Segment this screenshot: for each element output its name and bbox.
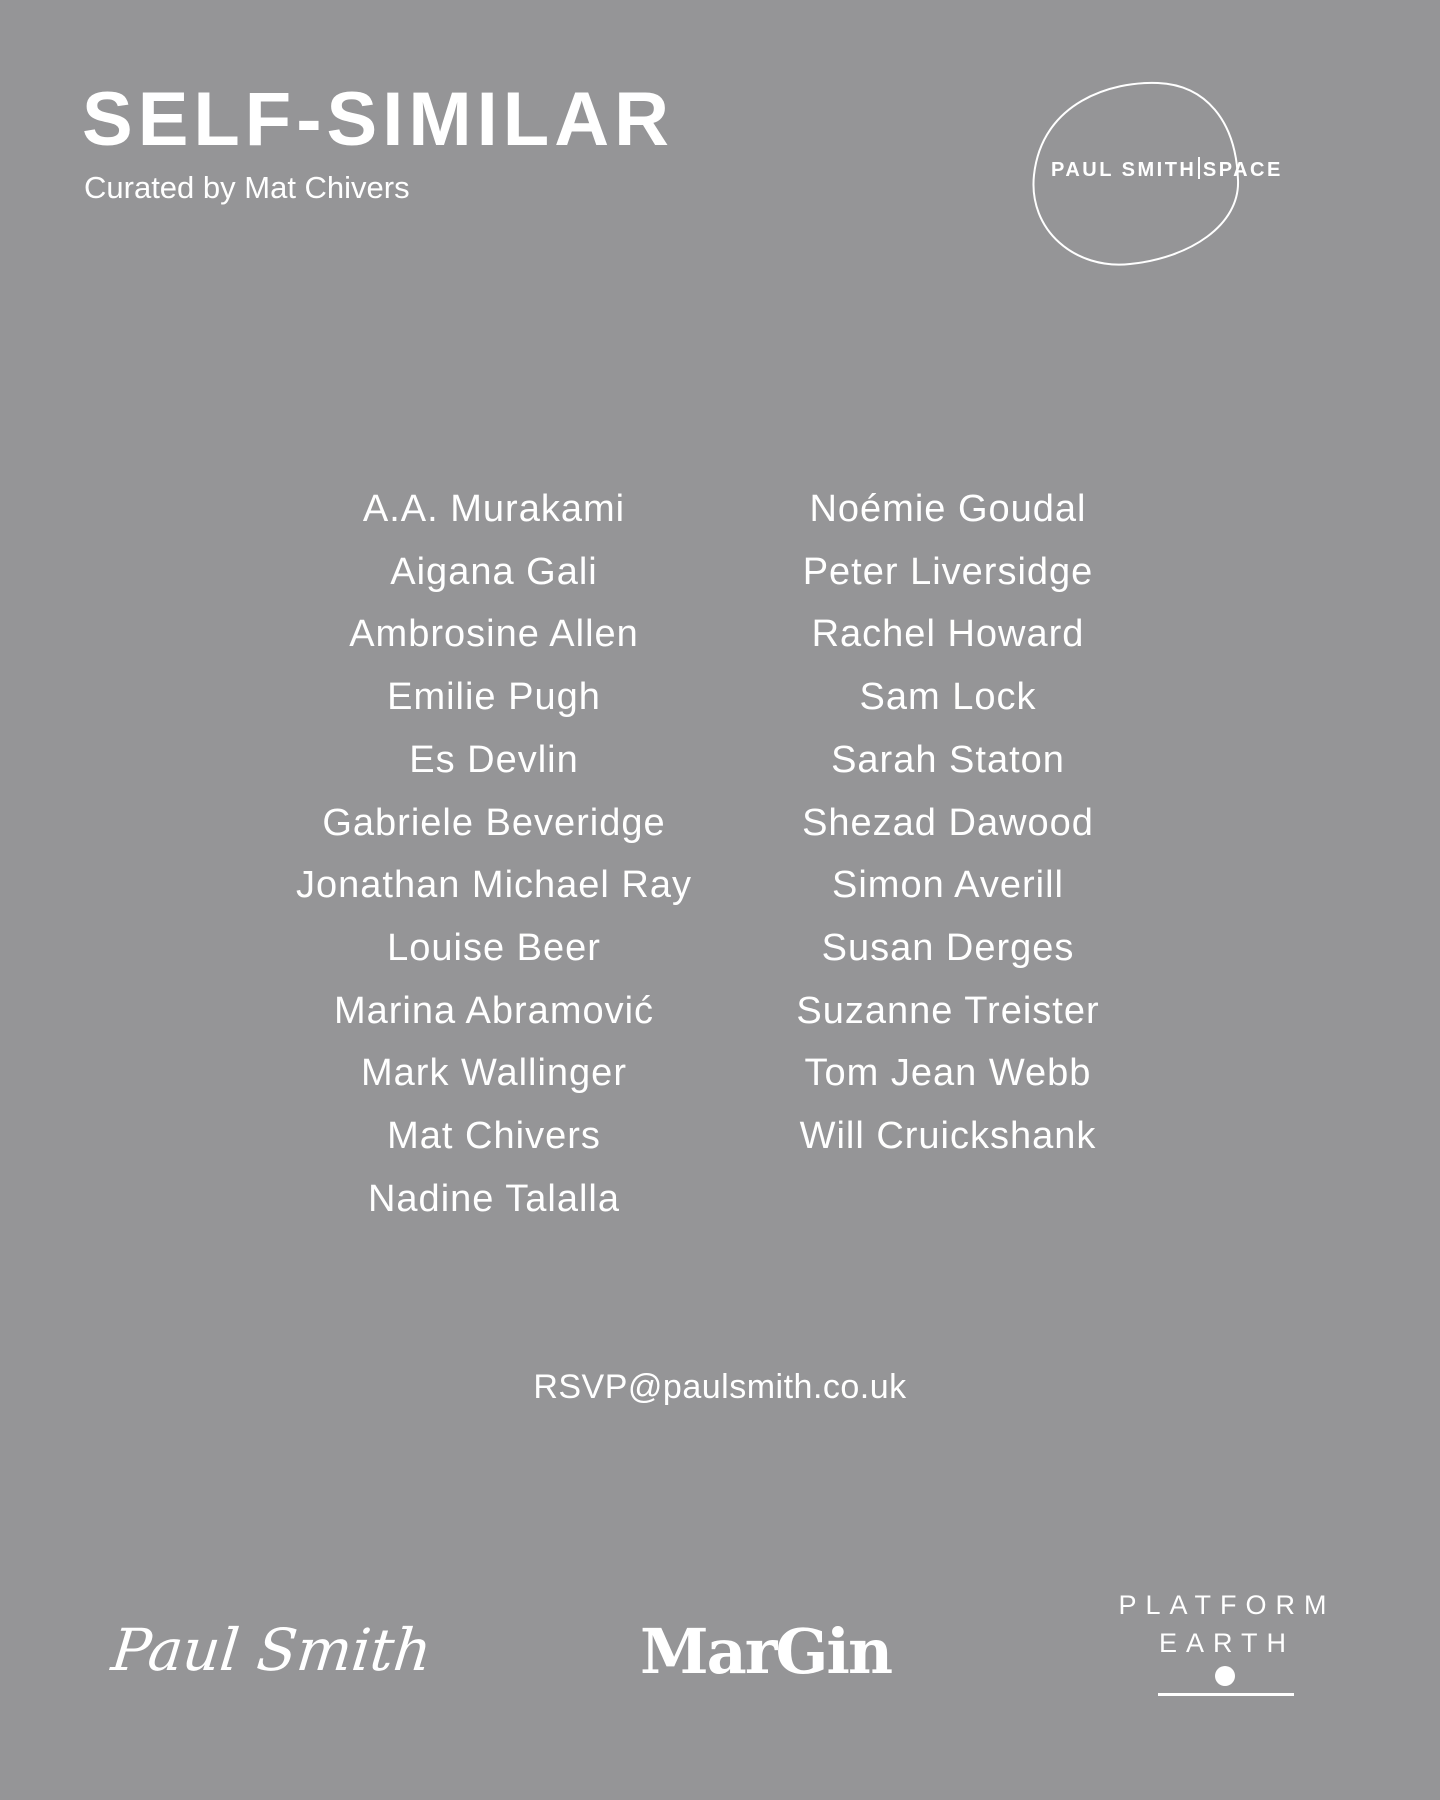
artist-name: Sam Lock <box>859 676 1037 719</box>
artist-name: Shezad Dawood <box>802 801 1094 844</box>
artist-name: Susan Derges <box>821 926 1075 969</box>
platform-earth-logo <box>1112 1588 1342 1698</box>
artist-name: Tom Jean Webb <box>804 1052 1092 1095</box>
artist-column-left <box>234 478 754 1230</box>
paul-smith-logo <box>108 1610 435 1690</box>
artist-name: Aigana Gali <box>390 550 598 593</box>
pss-logo-left-text: PAUL SMITH <box>1051 159 1197 181</box>
artist-name: Es Devlin <box>409 738 579 781</box>
artist-name: Gabriele Beveridge <box>322 801 666 844</box>
page-title: SELF-SIMILAR <box>82 77 674 162</box>
artist-name: A.A. Murakami <box>362 488 626 530</box>
artist-name: Sarah Staton <box>831 738 1065 781</box>
rsvp-email[interactable]: RSVP@paulsmith.co.uk <box>533 1368 907 1406</box>
paul-smith-logo-text: Paul Smith <box>108 1616 435 1684</box>
artist-name: Mat Chivers <box>387 1115 601 1158</box>
artist-name: Peter Liversidge <box>802 550 1094 593</box>
artist-name: Rachel Howard <box>811 613 1085 656</box>
pss-logo-right-text: SPACE <box>1202 159 1283 181</box>
artist-name: Emilie Pugh <box>387 676 601 719</box>
artist-name: Nadine Talalla <box>367 1177 621 1220</box>
artist-name: Noémie Goudal <box>809 488 1087 530</box>
margin-gin-logo-text: MarGin <box>640 1615 892 1688</box>
pss-logo-divider <box>1198 157 1200 179</box>
paul-smith-space-logo <box>1030 80 1320 270</box>
artist-column-right <box>688 478 1208 1168</box>
curator-subtitle: Curated by Mat Chivers <box>84 170 410 205</box>
artist-name: Louise Beer <box>387 926 601 969</box>
artist-name: Suzanne Treister <box>796 989 1100 1032</box>
artist-name: Ambrosine Allen <box>349 613 639 656</box>
platform-earth-rule <box>1158 1693 1294 1696</box>
artist-name: Simon Averill <box>832 864 1064 907</box>
artist-name: Will Cruickshank <box>799 1115 1097 1158</box>
platform-earth-logo-line1: PLATFORM <box>1118 1590 1336 1620</box>
platform-earth-dot-icon <box>1215 1666 1235 1686</box>
artist-name: Marina Abramović <box>333 989 655 1032</box>
margin-gin-logo <box>640 1612 892 1692</box>
artist-name: Jonathan Michael Ray <box>296 864 692 907</box>
pss-logo-text <box>1051 157 1283 180</box>
platform-earth-logo-line2: EARTH <box>1158 1628 1296 1658</box>
artist-name: Mark Wallinger <box>361 1052 627 1095</box>
